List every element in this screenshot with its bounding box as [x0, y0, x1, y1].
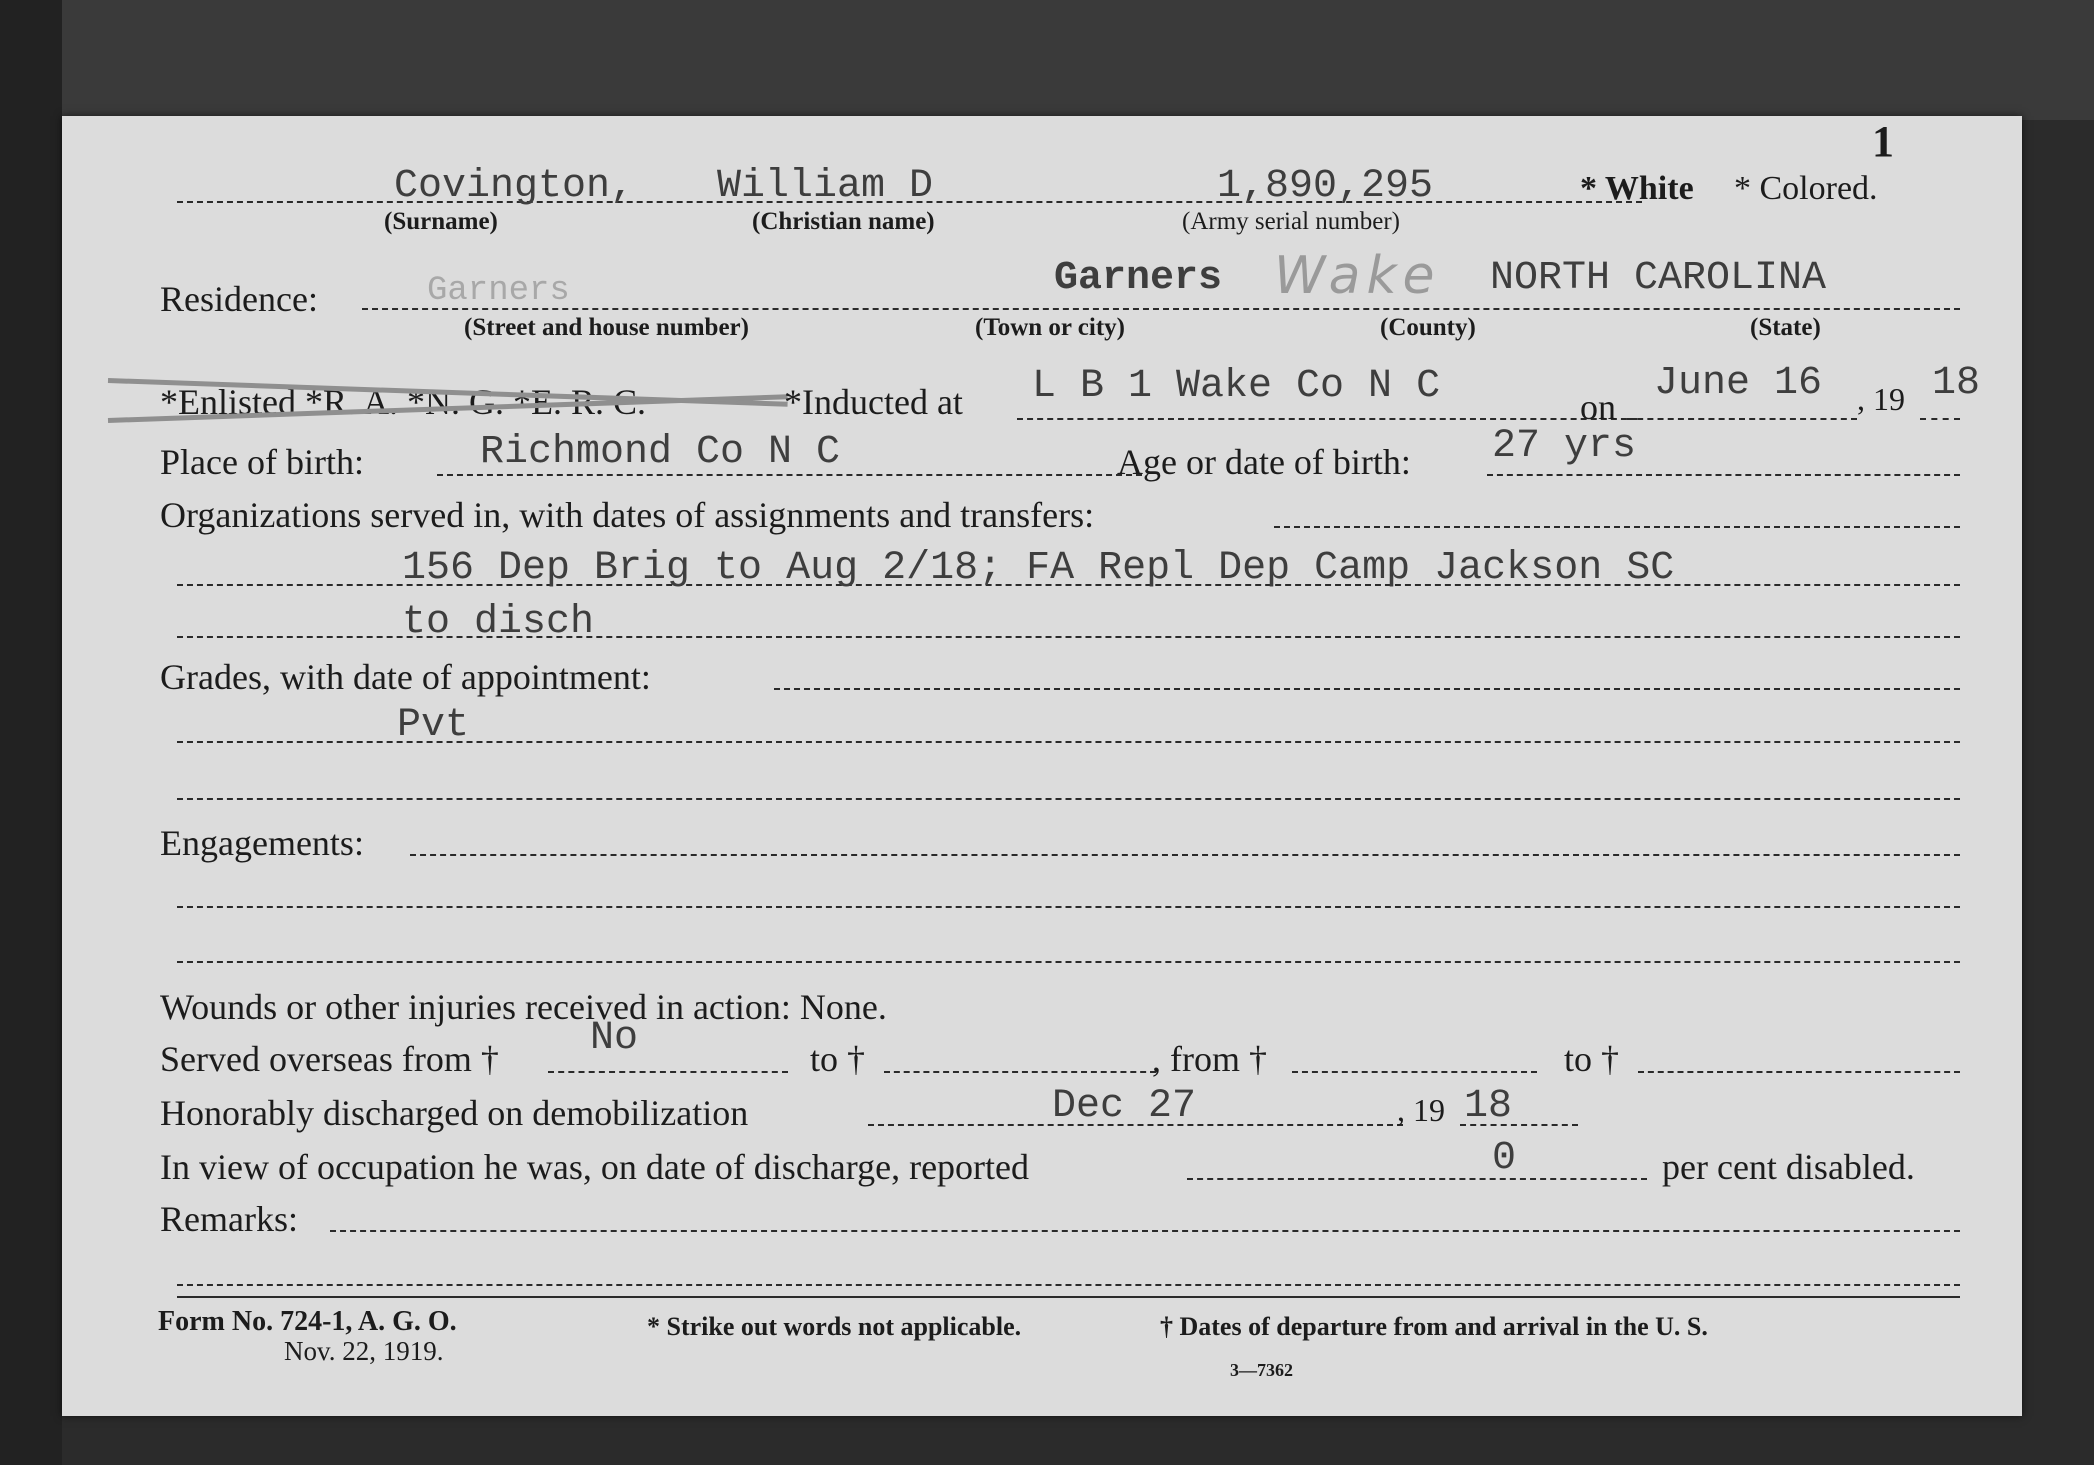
remarks-label: Remarks: — [160, 1199, 298, 1239]
grades-label-line — [774, 688, 1960, 690]
overseas-from2-line — [1292, 1071, 1537, 1073]
inducted-year-line — [1920, 418, 1960, 420]
inducted-at-line — [1017, 418, 1637, 420]
serial-caption: (Army serial number) — [1182, 208, 1400, 235]
card-number: 1 — [1872, 117, 1894, 166]
age-label: Age or date of birth: — [1117, 442, 1411, 482]
grades-line-2 — [177, 798, 1960, 800]
age-line — [1487, 474, 1960, 476]
engagements-line-1 — [410, 854, 1960, 856]
overseas-to2-line — [1638, 1071, 1960, 1073]
state-caption: (State) — [1750, 314, 1821, 341]
organizations-value-line-2: to disch — [402, 600, 595, 645]
residence-label: Residence: — [160, 279, 318, 319]
organizations-label: Organizations served in, with dates of assignments and transfers: — [160, 495, 1095, 535]
residence-street-value: Garners — [427, 272, 570, 310]
scan-background-left — [0, 0, 62, 1465]
residence-county-value: Wake — [1274, 246, 1441, 306]
inducted-year-prefix: , 19 — [1857, 381, 1905, 417]
inducted-date-value: June 16 — [1654, 361, 1823, 406]
surname-caption: (Surname) — [384, 208, 498, 235]
dates-note: † Dates of departure from and arrival in the U. S. — [1160, 1312, 1708, 1341]
residence-line — [362, 308, 1960, 310]
wounds-label: Wounds or other injuries received in action: None. — [160, 987, 887, 1027]
footer-divider — [177, 1296, 1960, 1298]
strike-note: * Strike out words not applicable. — [647, 1312, 1022, 1341]
overseas-from-line — [548, 1071, 788, 1073]
enlistment-options: *Enlisted *R. A. *N. G. *E. R. C. — [160, 382, 647, 422]
christian-name-caption: (Christian name) — [752, 208, 935, 235]
overseas-to-label: to † — [810, 1039, 866, 1079]
christian-name-value: William D — [717, 164, 934, 209]
age-value: 27 yrs — [1492, 424, 1637, 469]
organizations-label-line — [1274, 526, 1960, 528]
discharge-year-prefix: , 19 — [1397, 1092, 1445, 1128]
grades-value: Pvt — [397, 703, 470, 748]
form-date: Nov. 22, 1919. — [284, 1336, 444, 1366]
overseas-from-label: Served overseas from † — [160, 1039, 499, 1079]
inducted-at-label: *Inducted at — [784, 382, 963, 422]
county-caption: (County) — [1380, 314, 1476, 341]
form-number: Form No. 724-1, A. G. O. — [158, 1306, 457, 1337]
disability-label: In view of occupation he was, on date of discharge, reported — [160, 1147, 1030, 1187]
inducted-on-label: on — [1580, 387, 1616, 427]
print-code: 3—7362 — [1230, 1360, 1293, 1380]
inducted-year-value: 18 — [1932, 361, 1981, 406]
service-record-card — [62, 116, 2022, 1416]
disability-value: 0 — [1492, 1136, 1517, 1181]
race-white-option: * White — [1580, 170, 1694, 207]
inducted-date-line — [1627, 418, 1857, 420]
overseas-from2-label: , from † — [1152, 1039, 1267, 1079]
overseas-to2-label: to † — [1564, 1039, 1620, 1079]
street-caption: (Street and house number) — [464, 314, 749, 341]
place-of-birth-label: Place of birth: — [160, 442, 364, 482]
residence-state-value: NORTH CAROLINA — [1490, 256, 1827, 301]
discharge-label: Honorably discharged on demobilization — [160, 1093, 749, 1133]
discharge-year-value: 18 — [1464, 1084, 1513, 1129]
overseas-value: No — [590, 1016, 639, 1061]
grades-label: Grades, with date of appointment: — [160, 657, 651, 697]
place-of-birth-value: Richmond Co N C — [480, 430, 841, 475]
remarks-line-1 — [330, 1230, 1960, 1232]
surname-value: Covington, — [394, 164, 635, 209]
disability-line — [1187, 1178, 1647, 1180]
engagements-line-3 — [177, 961, 1960, 963]
scan-background-top — [0, 0, 2094, 120]
overseas-to-line — [884, 1071, 1156, 1073]
residence-town-value: Garners — [1054, 256, 1223, 301]
engagements-label: Engagements: — [160, 823, 364, 863]
race-colored-option: * Colored. — [1734, 170, 1878, 207]
organizations-value-line-1: 156 Dep Brig to Aug 2/18; FA Repl Dep Camp Jackson SC — [402, 546, 1675, 591]
discharge-date-value: Dec 27 — [1052, 1084, 1197, 1129]
town-caption: (Town or city) — [975, 314, 1125, 341]
remarks-line-2 — [177, 1284, 1960, 1286]
engagements-line-2 — [177, 906, 1960, 908]
serial-number-value: 1,890,295 — [1217, 164, 1434, 209]
disability-suffix: per cent disabled. — [1662, 1147, 1915, 1187]
inducted-at-value: L B 1 Wake Co N C — [1032, 364, 1441, 409]
